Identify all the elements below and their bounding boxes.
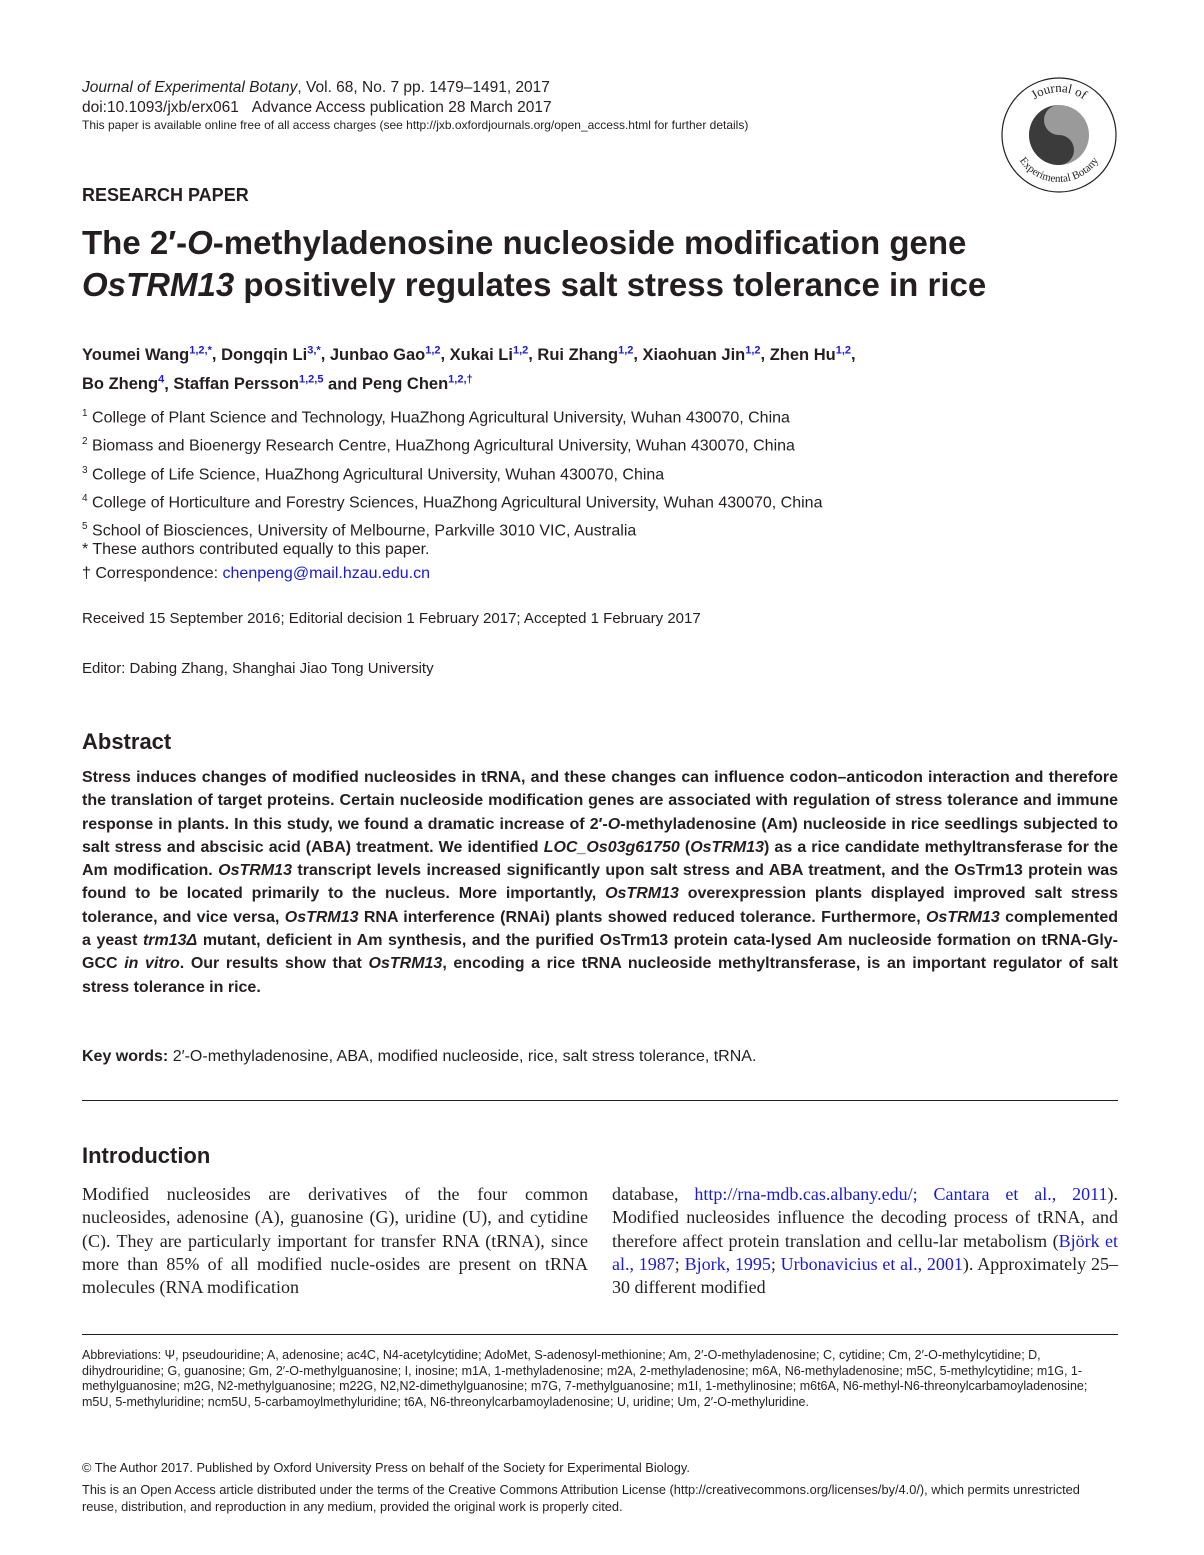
section-divider bbox=[82, 1100, 1118, 1101]
author-list: Youmei Wang$^{1,2,*}$, Dongqin $Li^{3,*}$, Junbao Gao$^{1,2}$, Xukai Li$^{1,2}$, Rui Zhang$^{1,2}$, Xiaohuan Jin$^{1,2}$, Zhen Hu$^{1,2}$, Bo Zheng$^4$, Staffan Persson$^{1,2,5}$ and Peng Chen$^{1,2,\dagger}$ bbox=[82, 344, 856, 393]
doi-line bbox=[82, 98, 748, 118]
author[interactable]: Xiaohuan Jin$^{1,2}$ bbox=[642, 344, 761, 364]
article-dates: Received 15 September 2016; Editorial decision 1 February 2017; Accepted 1 February 2017 bbox=[82, 610, 701, 627]
keywords-label: Key words: bbox=[82, 1048, 169, 1065]
author[interactable]: Zhen Hu$^{1,2}$ bbox=[769, 344, 851, 364]
author[interactable]: Dongqin $Li^{3,*}$ bbox=[221, 344, 321, 364]
keywords bbox=[82, 1048, 756, 1066]
correspondence-note: † Correspondence: chenpeng@mail.hzau.edu.cn bbox=[82, 565, 431, 582]
intro-column-left: Modified nucleosides are derivatives of the four common nucleosides, adenosine (A), guanosine (G), uridine (U), and cytidine (C). They are particularly important for transfer RNA (tRNA), since more than 85% of all modified nucle-osides are present on tRNA molecules (RNA modification bbox=[82, 1184, 588, 1298]
abstract-text: Stress induces changes of modified nucleosides in tRNA, and these changes can influence codon–anticodon interaction and therefore the translation of target proteins. Certain nucleoside modification genes are associated with regulation of stress tolerance and immune response in plants. In this study, we found a dramatic increase of 2′-O-methyladenosine (Am) nucleoside in rice seedlings subjected to salt stress and abscisic acid (ABA) treatment. We identified LOC_Os03g61750 (OsTRM13) as a rice candidate methyltransferase for the Am modification. OsTRM13 transcript levels increased significantly upon salt stress and ABA treatment, and the OsTrm13 protein was found to be located primarily to the nucleus. More importantly, OsTRM13 overexpression plants displayed improved salt stress tolerance, and vice versa, OsTRM13 RNA interference (RNAi) plants showed reduced tolerance. Furthermore, OsTRM13 complemented a yeast trm13Δ mutant, deficient in Am synthesis, and the purified OsTrm13 protein cata-lysed Am nucleoside formation on tRNA-Gly-GCC in vitro. Our results show that OsTRM13, encoding a rice tRNA nucleoside methyltransferase, is an important regulator of salt stress tolerance in rice. bbox=[82, 769, 1119, 996]
reference-link[interactable]: Urbonavicius et al., 2001 bbox=[780, 1253, 963, 1274]
author[interactable]: Staffan Persson$^{1,2,5}$ bbox=[173, 373, 324, 393]
affiliation: $^5$ School of Biosciences, University of Melbourne, Parkville 3010 VIC, Australia bbox=[82, 521, 637, 540]
affiliation: $^4$ College of Horticulture and Forestry Sciences, HuaZhong Agricultural University, Wuhan 430070, China bbox=[82, 492, 823, 512]
copyright-line: © The Author 2017. Published by Oxford University Press on behalf of the Society for Experimental Biology. bbox=[82, 1460, 690, 1475]
journal-citation bbox=[82, 78, 748, 98]
intro-column-right: database, http://rna-mdb.cas.albany.edu/; Cantara et al., 2011). Modified nucleosides influence the decoding process of tRNA, and therefore affect protein translation and cellu-lar metabolism (Björk et al., 1987; Bjork, 1995; Urbonavicius et al., 2001). Approximately 25–30 different modified bbox=[612, 1184, 1118, 1298]
reference-link[interactable]: Björk et al., 1987 bbox=[612, 1230, 1118, 1274]
logo-text-top: Journal of bbox=[1028, 79, 1091, 103]
affiliation: $^1$ College of Plant Science and Technology, HuaZhong Agricultural University, Wuhan 430070, China bbox=[82, 408, 790, 427]
journal-header bbox=[82, 78, 748, 133]
affiliations bbox=[82, 402, 822, 544]
logo-text-bottom: Experimental Botany bbox=[1016, 155, 1102, 186]
affiliation: $^2$ Biomass and Bioenergy Research Centre, HuaZhong Agricultural University, Wuhan 430070, China bbox=[82, 436, 795, 455]
copyright-block bbox=[82, 1459, 1118, 1515]
editor-line: Editor: Dabing Zhang, Shanghai Jiao Tong University bbox=[82, 660, 434, 677]
license-text: This is an Open Access article distributed under the terms of the Creative Commons Attribution License (http://creativecommons.org/licenses/by/4.0/), which permits unrestricted reuse, distribution, and reproduction in any medium, provided the original work is properly cited. bbox=[82, 1482, 1080, 1514]
author[interactable]: Junbao Gao$^{1,2}$ bbox=[329, 344, 441, 364]
author[interactable]: Bo Zheng$^4$ bbox=[82, 373, 165, 393]
abbreviations-footnote: Abbreviations: Ψ, pseudouridine; A, adenosine; ac4C, N4-acetylcytidine; AdoMet, S-adenosyl-methionine; Am, 2′-O-methyladenosine; C, cytidine; Cm, 2′-O-methylcytidine; D, dihydrouridine; G, guanosine; Gm, 2′-O-methylguanosine; I, inosine; m1A, 1-methyladenosine; m2A, 2-methyladenosine; m6A, N6-methyladenosine; m5C, 5-methylcytidine; m1G, 1-methylguanosine; m2G, N2-methylguanosine; m22G, N2,N2-dimethylguanosine; m7G, 7-methylguanosine; m1I, 1-methylinosine; m6t6A, N6-methyl-N6-threonylcarbamoyladenosine; m5U, 5-methyluridine; ncm5U, 5-carbamoylmethyluridine; t6A, N6-threonylcarbamoyladenosine; U, uridine; Um, 2′-O-methyluridine. bbox=[82, 1348, 1088, 1409]
author[interactable]: Youmei Wang$^{1,2,*}$ bbox=[82, 344, 212, 364]
author[interactable]: Xukai Li$^{1,2}$ bbox=[449, 344, 529, 364]
journal-logo bbox=[1000, 76, 1118, 194]
footnote-divider bbox=[82, 1334, 1118, 1335]
equal-contribution-note: * These authors contributed equally to this paper. bbox=[82, 541, 430, 558]
keywords-text: 2′-O-methyladenosine, ABA, modified nucleoside, rice, salt stress tolerance, tRNA. bbox=[168, 1048, 757, 1065]
advance-access: Advance Access publication 28 March 2017 bbox=[251, 99, 552, 116]
article-title: The 2′-O-methyladenosine nucleoside modification gene OsTRM13 positively regulates salt stress tolerance in rice bbox=[82, 224, 987, 303]
author[interactable]: Rui Zhang$^{1,2}$ bbox=[537, 344, 634, 364]
author-notes bbox=[82, 538, 430, 586]
introduction-heading: Introduction bbox=[82, 1143, 211, 1168]
reference-link[interactable]: http://rna-mdb.cas.albany.edu/; Cantara et al., 2011 bbox=[694, 1184, 1108, 1204]
access-note: This paper is available online free of all access charges (see http://jxb.oxfordjournals.org/open_access.html for further details) bbox=[82, 118, 749, 132]
abstract-heading: Abstract bbox=[82, 729, 172, 754]
author[interactable]: Peng Chen$^{1,2,\dagger}$ bbox=[361, 373, 473, 393]
doi[interactable]: doi:10.1093/jxb/erx061 bbox=[82, 99, 239, 116]
correspondence-email-link[interactable]: chenpeng@mail.hzau.edu.cn bbox=[222, 565, 431, 582]
journal-name: Journal of Experimental Botany bbox=[82, 79, 298, 96]
article-type: RESEARCH PAPER bbox=[82, 185, 249, 205]
affiliation: $^3$ College of Life Science, HuaZhong Agricultural University, Wuhan 430070, China bbox=[82, 464, 665, 483]
reference-link[interactable]: Bjork, 1995 bbox=[684, 1253, 771, 1274]
volume-info: , Vol. 68, No. 7 pp. 1479–1491, 2017 bbox=[297, 79, 550, 96]
